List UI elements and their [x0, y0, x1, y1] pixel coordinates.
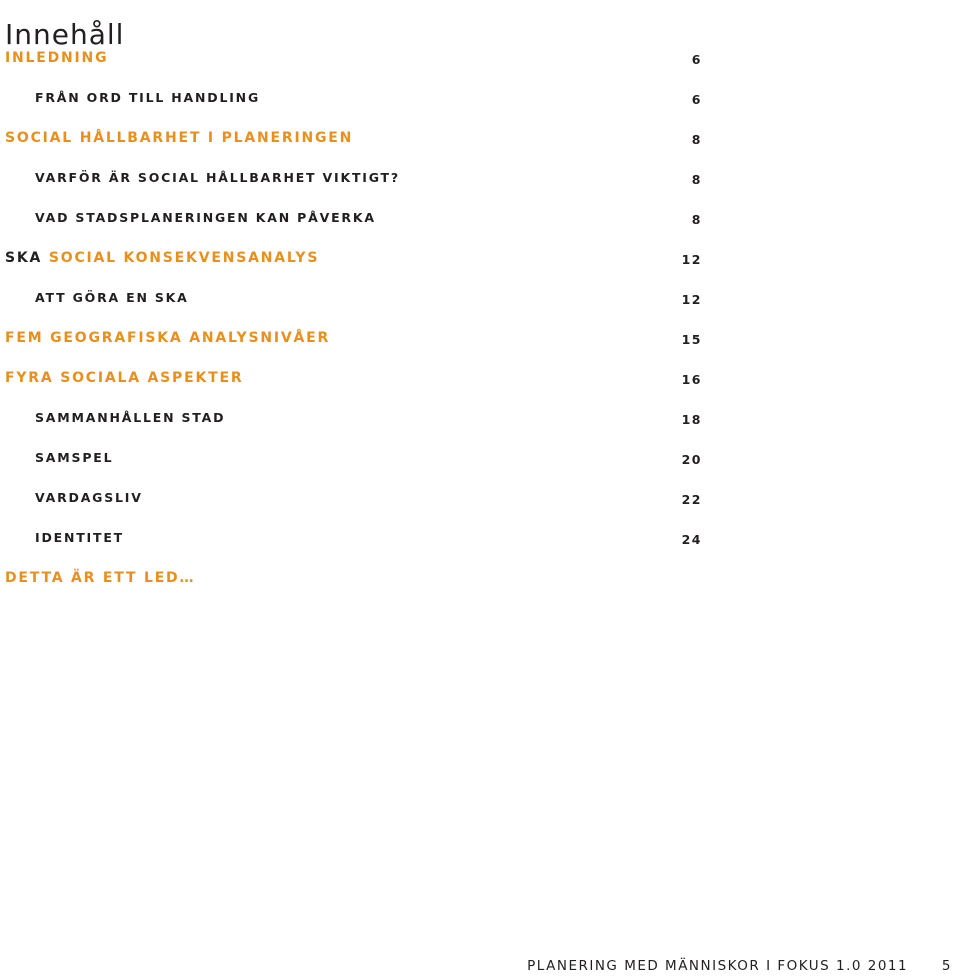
toc-entry-page-number: 12 — [681, 292, 702, 307]
toc-entry-page-number: 8 — [691, 212, 702, 227]
toc-entry-label — [5, 330, 330, 346]
toc-entry-page-number: 16 — [681, 372, 702, 387]
toc-entry-label — [5, 50, 108, 66]
page-number: 5 — [941, 958, 952, 974]
toc-entry-page-number: 12 — [681, 252, 702, 267]
toc-entry-prefix: SKA — [5, 250, 43, 266]
toc-entry-text: SAMSPEL — [35, 450, 114, 465]
toc-entry-label — [35, 530, 124, 545]
toc-entry-text: SOCIAL KONSEKVENSANALYS — [48, 250, 320, 266]
toc-entry-text: VARFÖR ÄR SOCIAL HÅLLBARHET VIKTIGT? — [35, 170, 400, 185]
toc-entry-text: IDENTITET — [35, 530, 124, 545]
toc-entry-text: FEM GEOGRAFISKA ANALYSNIVÅER — [5, 330, 331, 346]
toc-entry-page-number: 6 — [691, 52, 702, 67]
toc-subsection[interactable] — [0, 520, 710, 560]
toc-entry-label — [35, 450, 113, 465]
table-of-contents — [0, 40, 710, 600]
toc-entry-label — [5, 570, 195, 586]
toc-entry-text: INLEDNING — [5, 50, 109, 66]
toc-entry-page-number: 8 — [691, 132, 702, 147]
toc-entry-page-number: 8 — [691, 172, 702, 187]
toc-section[interactable] — [0, 120, 710, 160]
publication-title: PLANERING MED MÄNNISKOR I FOKUS 1.0 2011 — [527, 958, 909, 974]
toc-entry-page-number: 18 — [681, 412, 702, 427]
toc-section[interactable] — [0, 360, 710, 400]
toc-subsection[interactable] — [0, 440, 710, 480]
toc-section[interactable] — [0, 560, 710, 600]
toc-entry-page-number: 20 — [681, 452, 702, 467]
toc-entry-page-number: 6 — [691, 92, 702, 107]
toc-entry-label — [35, 290, 189, 305]
toc-entry-label — [35, 170, 400, 185]
toc-subsection[interactable] — [0, 200, 710, 240]
toc-entry-text: FRÅN ORD TILL HANDLING — [35, 90, 261, 105]
toc-entry-label — [5, 130, 353, 146]
toc-section[interactable] — [0, 320, 710, 360]
toc-entry-label — [35, 210, 376, 225]
page-title: Innehåll — [5, 17, 125, 51]
toc-entry-page-number: 24 — [681, 532, 702, 547]
toc-section[interactable] — [0, 40, 710, 80]
toc-entry-page-number: 22 — [681, 492, 702, 507]
toc-entry-label — [35, 90, 260, 105]
toc-entry-text: ATT GÖRA EN SKA — [35, 290, 189, 305]
toc-entry-text: SAMMANHÅLLEN STAD — [35, 410, 226, 425]
toc-entry-text: VAD STADSPLANERINGEN KAN PÅVERKA — [35, 210, 376, 225]
toc-entry-text: DETTA ÄR ETT LED… — [5, 570, 196, 586]
toc-subsection[interactable] — [0, 400, 710, 440]
page-footer — [527, 958, 952, 976]
toc-subsection[interactable] — [0, 80, 710, 120]
toc-entry-label — [35, 490, 143, 505]
toc-entry-label — [5, 250, 319, 266]
toc-entry-label — [5, 370, 243, 386]
toc-entry-text: FYRA SOCIALA ASPEKTER — [5, 370, 244, 386]
toc-entry-text: VARDAGSLIV — [35, 490, 143, 505]
toc-subsection[interactable] — [0, 280, 710, 320]
toc-entry-page-number: 15 — [681, 332, 702, 347]
toc-section[interactable] — [0, 240, 710, 280]
toc-entry-text: SOCIAL HÅLLBARHET I PLANERINGEN — [5, 130, 354, 146]
toc-subsection[interactable] — [0, 160, 710, 200]
toc-subsection[interactable] — [0, 480, 710, 520]
toc-entry-label — [35, 410, 225, 425]
